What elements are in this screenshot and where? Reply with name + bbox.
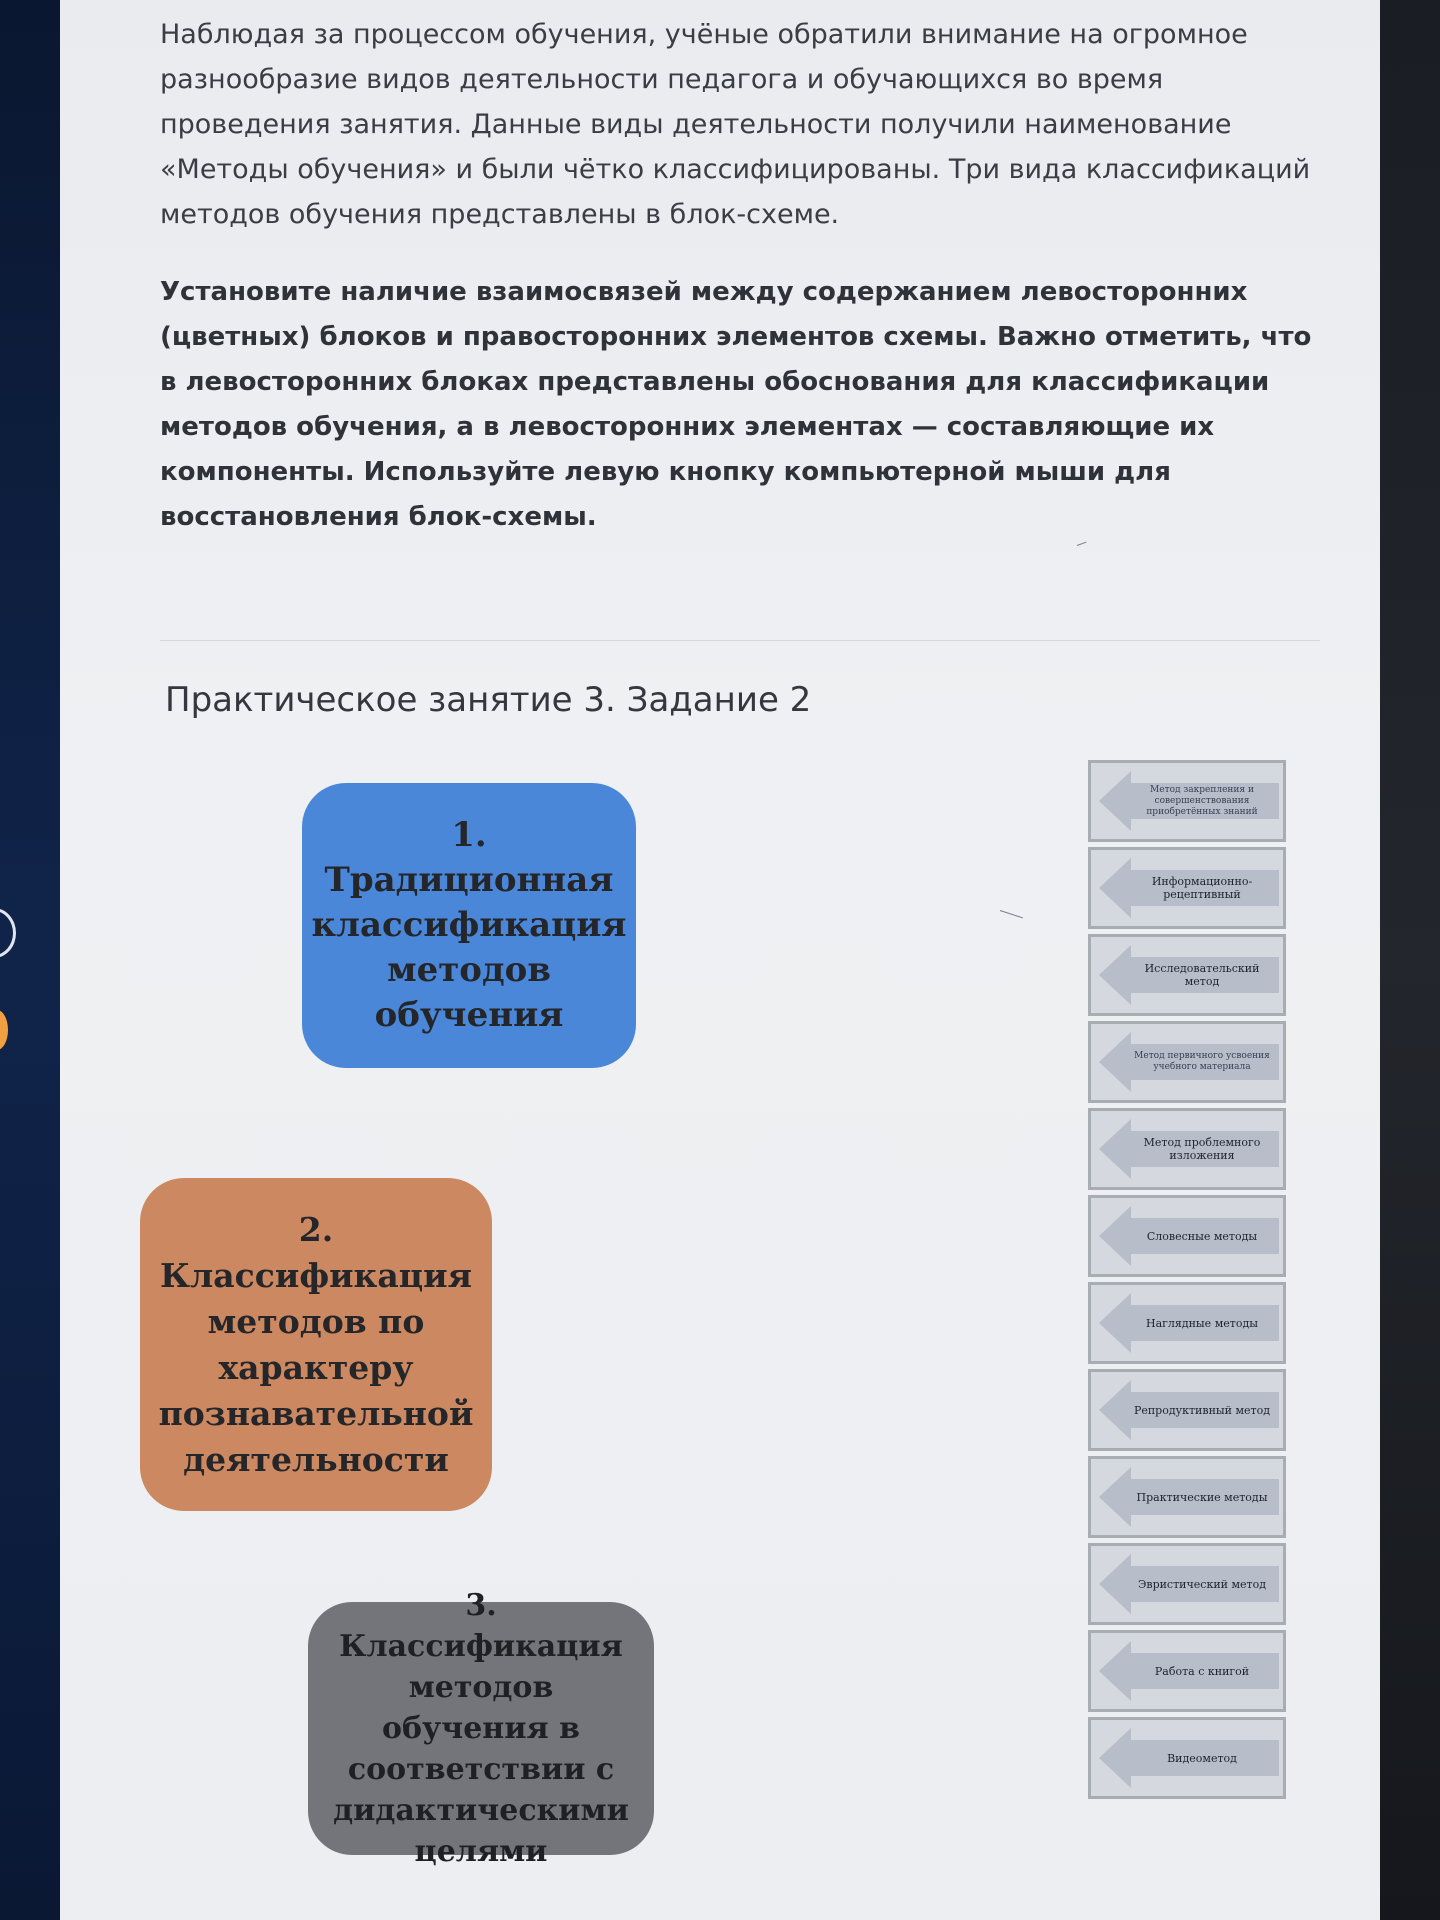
task-page (60, 0, 1380, 1920)
method-tile-label: Метод закрепления и совершенствования приобретённых знаний (1146, 784, 1258, 817)
category-block-traditional[interactable] (302, 783, 636, 1068)
method-tile[interactable] (1088, 760, 1286, 842)
intro-paragraph: Наблюдая за процессом обучения, учёные обратили внимание на огромное разнообразие видов деятельности педагога и обучающихся во время проведения занятия. Данные виды деятельности получили наименование «Методы обучения» и были чётко классифицированы. Три вида классификаций методов обучения представлены в блок-схеме. (160, 19, 1311, 230)
method-tile-label: Информационно-рецептивный (1151, 875, 1253, 901)
method-tile-label: Наглядные методы (1145, 1316, 1258, 1330)
category-block-label: 3. Классификация методов обучения в соответствии с дидактическими целями (333, 1588, 629, 1869)
connector-line (1000, 910, 1023, 918)
left-bezel (0, 0, 60, 1920)
method-tiles (1088, 760, 1294, 1804)
method-tile[interactable] (1088, 1282, 1286, 1364)
method-tile-label: Репродуктивный метод (1133, 1403, 1271, 1417)
category-block-label: 1. Традиционная классификация методов обучения (311, 815, 627, 1035)
section-title: Практическое занятие 3. Задание 2 (165, 680, 812, 720)
method-tile[interactable] (1088, 1108, 1286, 1190)
section-divider (160, 640, 1320, 641)
method-tile-label: Метод первичного усвоения учебного материала (1134, 1051, 1270, 1072)
method-tile[interactable] (1088, 1456, 1286, 1538)
method-tile[interactable] (1088, 1543, 1286, 1625)
method-tile-label: Видеометод (1167, 1751, 1237, 1765)
category-block-label: 2. Классификация методов по характеру познавательной деятельности (158, 1209, 474, 1479)
method-tile-label: Метод проблемного изложения (1143, 1136, 1261, 1162)
method-tile-label: Практические методы (1136, 1490, 1268, 1504)
right-bezel (1380, 0, 1440, 1920)
method-tile[interactable] (1088, 1369, 1286, 1451)
category-block-cognitive[interactable] (140, 1178, 492, 1511)
category-block-didactic[interactable] (308, 1588, 654, 1869)
method-tile[interactable] (1088, 1021, 1286, 1103)
method-tile-label: Работа с книгой (1154, 1664, 1250, 1678)
method-tile[interactable] (1088, 847, 1286, 929)
ring-icon (0, 908, 16, 958)
method-tile-label: Словесные методы (1146, 1229, 1258, 1243)
method-tile[interactable] (1088, 1717, 1286, 1799)
orange-dot-icon (0, 1010, 8, 1050)
method-tile-label: Эвристический метод (1137, 1577, 1267, 1591)
connector-line (1077, 542, 1087, 546)
instruction-paragraph: Установите наличие взаимосвязей между содержанием левосторонних (цветных) блоков и правосторонних элементов схемы. Важно отметить, что в левосторонних блоках представлены обоснования для классификации методов обучения, а в левосторонних элементах — составляющие их компоненты. Используйте левую кнопку компьютерной мыши для восстановления блок-схемы. (160, 277, 1312, 532)
method-tile[interactable] (1088, 1195, 1286, 1277)
method-tile[interactable] (1088, 1630, 1286, 1712)
method-tile-label: Исследовательский метод (1144, 962, 1260, 988)
method-tile[interactable] (1088, 934, 1286, 1016)
